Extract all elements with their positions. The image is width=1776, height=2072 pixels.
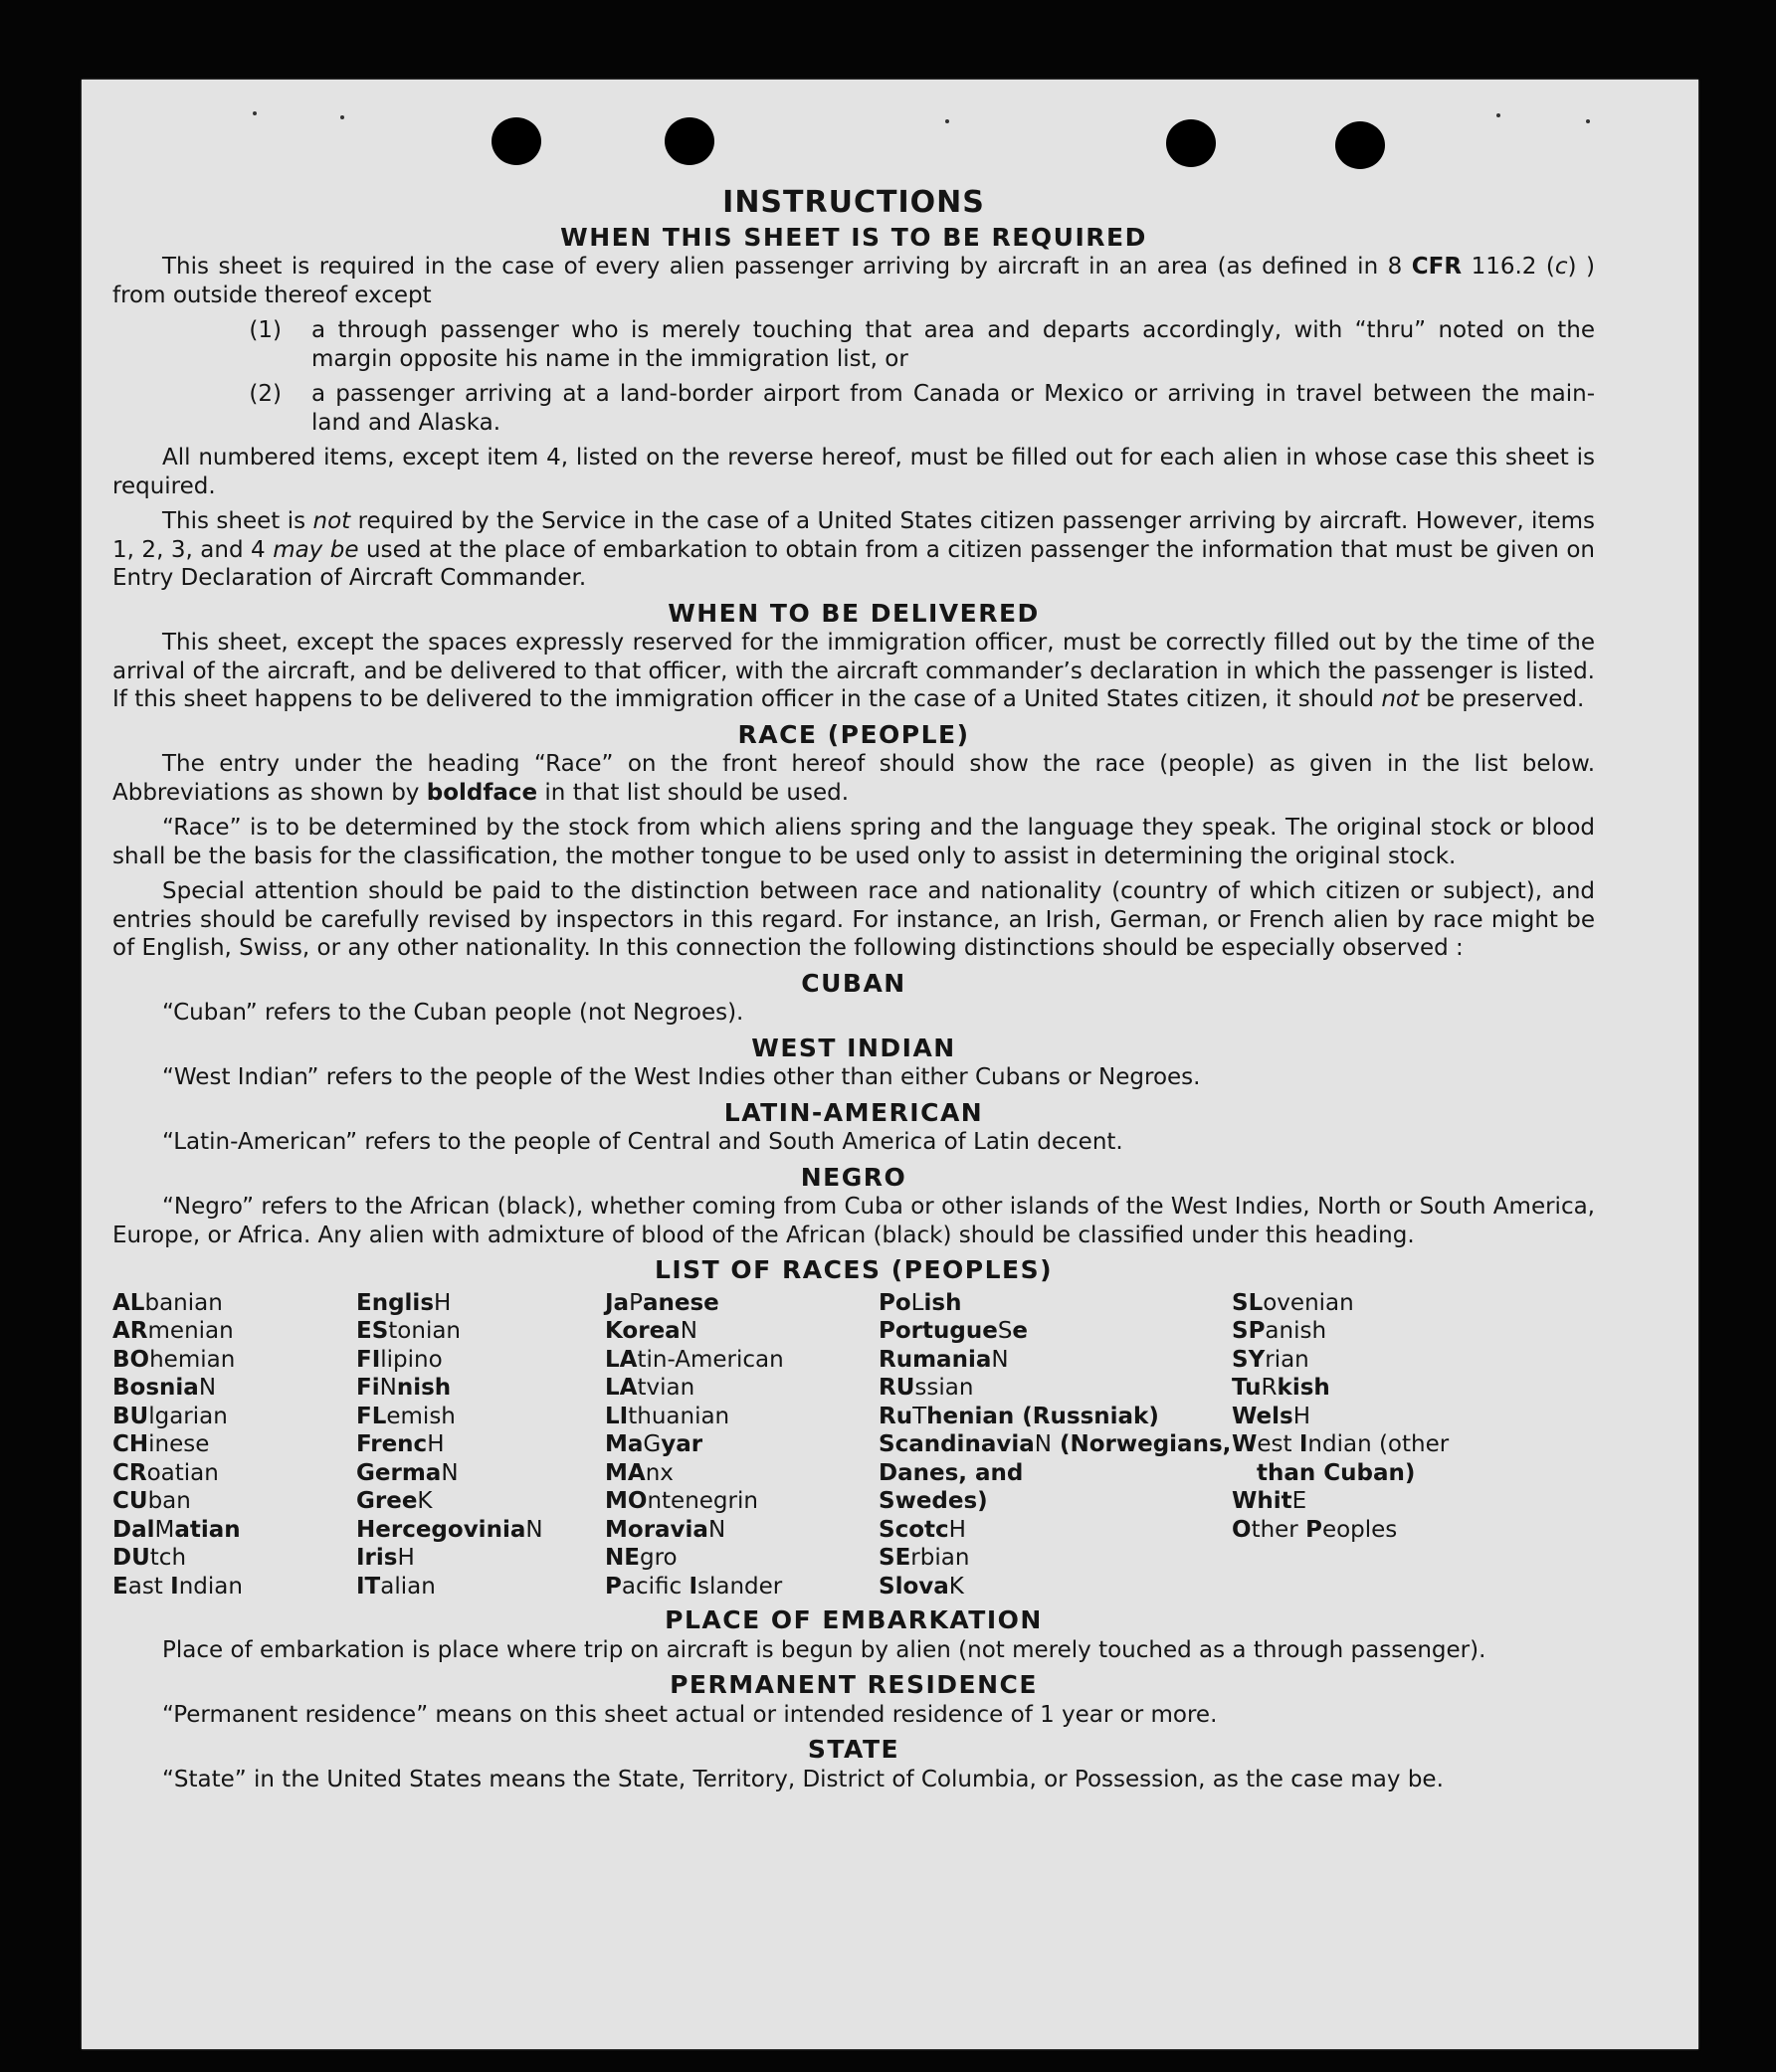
page-title: INSTRUCTIONS: [722, 185, 985, 220]
race-entry: GermaN: [356, 1459, 459, 1486]
race-entry: FrencH: [356, 1431, 445, 1457]
section-heading-residence: PERMANENT RESIDENCE: [670, 1670, 1038, 1699]
race-entry: LIthuanian: [605, 1403, 730, 1429]
section-heading-negro: NEGRO: [800, 1162, 907, 1192]
definition-negro: “Negro” refers to the African (black), whether coming from Cuba or other islands of the West Indies, North or South America, Europe, or Africa. Any alien with admixture of blood of the African (black) should be classified under this heading.: [112, 1194, 1595, 1248]
item-text: a passenger arriving at a land-border airport from Canada or Mexico or arriving in travel between the main-land and Alaska.: [311, 381, 1595, 436]
section-heading-state: STATE: [807, 1735, 900, 1764]
race-entry: MAnx: [605, 1459, 674, 1486]
definition-residence: “Permanent residence” means on this sheet actual or intended residence of 1 year or more.: [162, 1701, 1218, 1728]
race-entry: PortugueSe: [879, 1318, 1029, 1344]
paragraph-required-intro: This sheet is required in the case of every alien passenger arriving by aircraft in an area (as defined in 8 CFR 116.2 (c) ) from outside thereof except: [112, 254, 1595, 308]
race-column-4: [879, 1289, 1232, 1601]
paragraph-numbered-items: All numbered items, except item 4, listed on the reverse hereof, must be filled out for each alien in whose case this sheet is required.: [112, 445, 1595, 499]
race-column-1: [112, 1289, 356, 1601]
punch-hole: [1335, 121, 1385, 169]
race-entry: EnglisH: [356, 1289, 452, 1316]
race-entry: LAtvian: [605, 1375, 695, 1401]
race-entry: CHinese: [112, 1431, 210, 1457]
section-heading-required: WHEN THIS SHEET IS TO BE REQUIRED: [560, 222, 1147, 252]
race-entry: than Cuban): [1257, 1459, 1416, 1486]
race-entry: BUlgarian: [112, 1403, 228, 1429]
race-column-2: [356, 1289, 605, 1601]
race-entry: BOhemian: [112, 1346, 236, 1373]
race-entry: SLovenian: [1232, 1289, 1354, 1316]
race-entry: West Indian (other: [1232, 1431, 1450, 1457]
race-entry: SYrian: [1232, 1346, 1309, 1373]
section-heading-race-list: LIST OF RACES (PEOPLES): [654, 1255, 1054, 1284]
definition-state: “State” in the United States means the State, Territory, District of Columbia, or Possession, as the case may be.: [162, 1766, 1444, 1792]
race-entry: FiNnish: [356, 1375, 452, 1401]
race-entry: BosniaN: [112, 1375, 217, 1401]
race-entry: TuRkish: [1232, 1375, 1330, 1401]
race-entry: SErbian: [879, 1545, 970, 1571]
race-entry: RUssian: [879, 1375, 974, 1401]
race-entry: FIlipino: [356, 1346, 443, 1373]
paragraph-race-entry: The entry under the heading “Race” on the front hereof should show the race (people) as given in the list below. Abbreviations as shown by boldface in that list should be used.: [112, 751, 1595, 806]
definition-cuban: “Cuban” refers to the Cuban people (not Negroes).: [162, 1000, 744, 1026]
race-entry: WelsH: [1232, 1403, 1311, 1429]
race-entry: PoLish: [879, 1289, 962, 1316]
section-heading-cuban: CUBAN: [801, 968, 906, 998]
race-entry: IrisH: [356, 1545, 415, 1571]
race-entry: JaPanese: [605, 1289, 719, 1316]
definition-embarkation: Place of embarkation is place where trip on aircraft is begun by alien (not merely touched as a through passenger).: [162, 1636, 1486, 1663]
section-heading-west-indian: WEST INDIAN: [751, 1033, 956, 1062]
race-column-3: [605, 1289, 879, 1601]
race-entry: RuThenian (Russniak): [879, 1403, 1159, 1429]
exception-item-1: [112, 316, 1595, 373]
race-entry: MOntenegrin: [605, 1488, 758, 1514]
speck: [253, 111, 257, 115]
item-number: (2): [249, 381, 282, 407]
race-entry: CRoatian: [112, 1459, 219, 1486]
race-entry: CUban: [112, 1488, 191, 1514]
speck: [1586, 119, 1590, 123]
race-entry: HercegoviniaN: [356, 1516, 543, 1543]
race-entry: GreeK: [356, 1488, 433, 1514]
race-entry: FLemish: [356, 1403, 456, 1429]
race-entry: DalMatian: [112, 1516, 241, 1543]
race-entry: EStonian: [356, 1318, 462, 1344]
paragraph-delivered: This sheet, except the spaces expressly reserved for the immigration officer, must be correctly filled out by the time of the arrival of the aircraft, and be delivered to that officer, with the aircraft commander’s declaration in which the passenger is listed. If this sheet happens to be delivered to the immigration officer in the case of a United States citizen, it should not be preserved.: [112, 630, 1595, 712]
race-entry: East Indian: [112, 1573, 243, 1600]
section-heading-delivered: WHEN TO BE DELIVERED: [668, 598, 1040, 628]
race-entry: DUtch: [112, 1545, 187, 1571]
paragraph-race-nationality: Special attention should be paid to the distinction between race and nationality (country of which citizen or subject), and entries should be carefully revised by inspectors in this regard. For instance, an Irish, German, or French alien by race might be of English, Swiss, or any other nationality. In this connection the following distinctions should be especially observed :: [112, 878, 1595, 961]
section-heading-embarkation: PLACE OF EMBARKATION: [665, 1605, 1043, 1634]
instructions-content: [112, 185, 1596, 1800]
item-number: (1): [249, 317, 282, 343]
race-entry: WhitE: [1232, 1488, 1307, 1514]
race-entry: ScotcH: [879, 1516, 966, 1543]
race-entry: Danes, and: [879, 1459, 1024, 1486]
paragraph-citizen: This sheet is not required by the Service in the case of a United States citizen passenger arriving by aircraft. However, items 1, 2, 3, and 4 may be used at the place of embarkation to obtain from a citizen passenger the information that must be given on Entry Declaration of Aircraft Commander.: [112, 508, 1596, 591]
race-entry: ARmenian: [112, 1318, 234, 1344]
punch-hole: [492, 117, 541, 165]
race-entry: LAtin-American: [605, 1346, 784, 1373]
race-entry: RumaniaN: [879, 1346, 1009, 1373]
speck: [945, 119, 949, 123]
paragraph-race-stock: “Race” is to be determined by the stock from which aliens spring and the language they speak. The original stock or blood shall be the basis for the classification, the mother tongue to be used only to assist in determining the original stock.: [112, 815, 1595, 869]
race-entry: ALbanian: [112, 1289, 223, 1316]
race-entry: ScandinaviaN (Norwegians,: [879, 1431, 1232, 1457]
race-entry: ITalian: [356, 1573, 436, 1600]
race-entry: MoraviaN: [605, 1516, 726, 1543]
race-list: [112, 1289, 1595, 1601]
race-entry: Pacific Islander: [605, 1573, 783, 1600]
race-entry: NEgro: [605, 1545, 678, 1571]
race-entry: KoreaN: [605, 1318, 697, 1344]
race-entry: MaGyar: [605, 1431, 703, 1457]
punch-hole: [1166, 119, 1216, 167]
section-heading-race: RACE (PEOPLE): [737, 719, 970, 749]
race-entry: Other Peoples: [1232, 1516, 1398, 1543]
race-entry: SPanish: [1232, 1318, 1327, 1344]
punch-hole: [665, 117, 714, 165]
race-entry: SlovaK: [879, 1573, 964, 1600]
speck: [340, 115, 344, 119]
speck: [1496, 113, 1500, 117]
exception-item-2: [112, 380, 1595, 437]
section-heading-latin-american: LATIN-AMERICAN: [723, 1097, 984, 1127]
race-column-5: [1232, 1289, 1530, 1601]
item-text: a through passenger who is merely touching that area and departs accordingly, with “thru” noted on the margin opposite his name in the immigration list, or: [311, 317, 1595, 372]
definition-latin-american: “Latin-American” refers to the people of Central and South America of Latin decent.: [162, 1129, 1123, 1155]
race-entry: Swedes): [879, 1488, 988, 1514]
definition-west-indian: “West Indian” refers to the people of the West Indies other than either Cubans or Negroes.: [162, 1064, 1201, 1090]
